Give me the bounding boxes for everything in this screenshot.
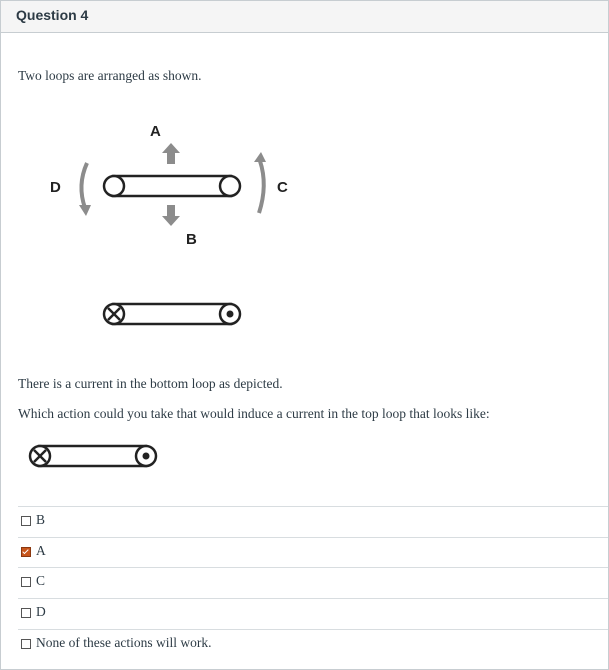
top-loop [104, 176, 240, 196]
arrow-down-icon [162, 205, 180, 226]
checkbox-c[interactable] [21, 577, 31, 587]
answer-option-c[interactable] [18, 567, 608, 598]
question-statement: There is a current in the bottom loop as depicted. [18, 376, 283, 391]
question-prompt: Which action could you take that would induce a current in the top loop that looks like: [18, 406, 490, 421]
label-a: A [150, 123, 161, 140]
answer-option-b[interactable] [18, 506, 608, 537]
rotate-ccw-icon [81, 163, 87, 208]
checkbox-a[interactable] [21, 547, 31, 557]
target-loop [21, 441, 166, 471]
label-c: C [277, 179, 288, 196]
bottom-loop [104, 304, 240, 324]
question-intro: Two loops are arranged as shown. [18, 68, 202, 83]
label-d: D [50, 179, 61, 196]
answer-option-none[interactable] [18, 629, 608, 660]
checkbox-d[interactable] [21, 608, 31, 618]
question-header [1, 1, 608, 33]
label-b: B [186, 231, 197, 248]
question-title: Question 4 [16, 7, 89, 23]
answer-label: C [36, 573, 46, 588]
rotate-cw-icon [259, 161, 264, 213]
answer-label: B [36, 512, 46, 527]
checkbox-b[interactable] [21, 516, 31, 526]
answer-label: A [36, 543, 46, 558]
checkbox-none[interactable] [21, 639, 31, 649]
answer-label: D [36, 604, 46, 619]
answer-label: None of these actions will work. [36, 635, 212, 650]
answer-option-d[interactable] [18, 598, 608, 629]
answer-option-a[interactable] [18, 537, 608, 568]
loops-diagram [41, 113, 301, 333]
arrow-up-icon [162, 143, 180, 164]
